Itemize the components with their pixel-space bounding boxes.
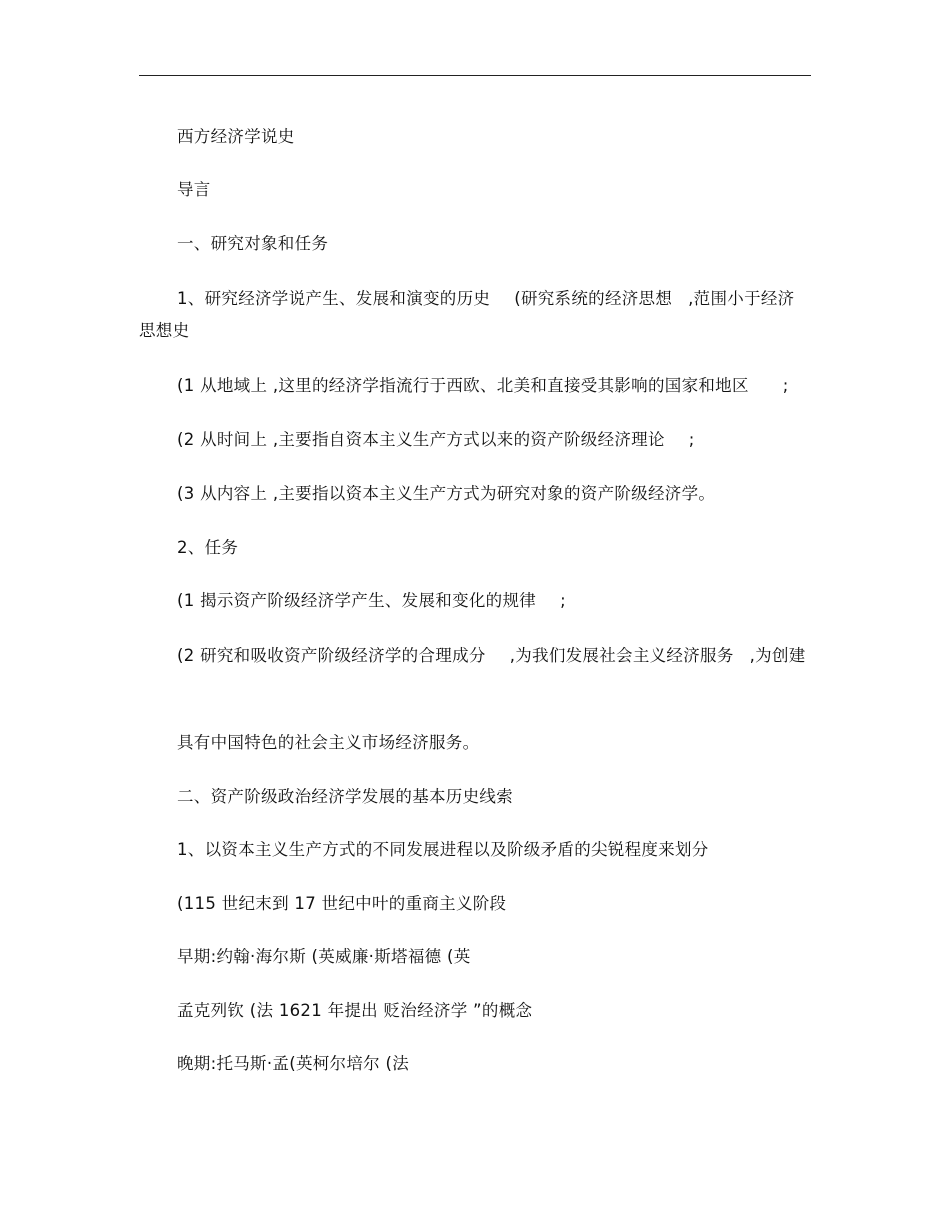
item2-heading: 2、任务 (177, 538, 239, 557)
doc-title: 西方经济学说史 (177, 127, 295, 146)
header-rule (139, 75, 811, 76)
item2-sub2: (2 研究和吸收资产阶级经济学的合理成分 ,为我们发展社会主义经济服务 ,为创建 (177, 646, 806, 665)
late-period: 晚期:托马斯·孟(英柯尔培尔 (法 (177, 1054, 410, 1073)
item1-sub2: (2 从时间上 ,主要指自资本主义生产方式以来的资产阶级经济理论 ; (177, 430, 695, 449)
item1-paragraph: 1、研究经济学说产生、发展和演变的历史 (研究系统的经济思想 ,范围小于经济思想史 (139, 289, 795, 340)
s2-item1: 1、以资本主义生产方式的不同发展进程以及阶级矛盾的尖锐程度来划分 (177, 840, 709, 859)
section2-heading: 二、资产阶级政治经济学发展的基本历史线索 (177, 787, 513, 806)
section1-heading: 一、研究对象和任务 (177, 234, 329, 253)
item1-sub1: (1 从地域上 ,这里的经济学指流行于西欧、北美和直接受其影响的国家和地区 ; (177, 376, 789, 395)
early-period: 早期:约翰·海尔斯 (英威廉·斯塔福德 (英 (177, 947, 471, 966)
s2-sub1: (115 世纪末到 17 世纪中叶的重商主义阶段 (177, 894, 507, 913)
item1-sub3: (3 从内容上 ,主要指以资本主义生产方式为研究对象的资产阶级经济学。 (177, 484, 716, 503)
item2-sub1: (1 揭示资产阶级经济学产生、发展和变化的规律 ; (177, 591, 566, 610)
montchretien-line: 孟克列钦 (法 1621 年提出 贬治经济学 ”的概念 (177, 1001, 533, 1020)
item2-sub2-continued: 具有中国特色的社会主义市场经济服务。 (177, 733, 480, 752)
intro-heading: 导言 (177, 180, 211, 199)
